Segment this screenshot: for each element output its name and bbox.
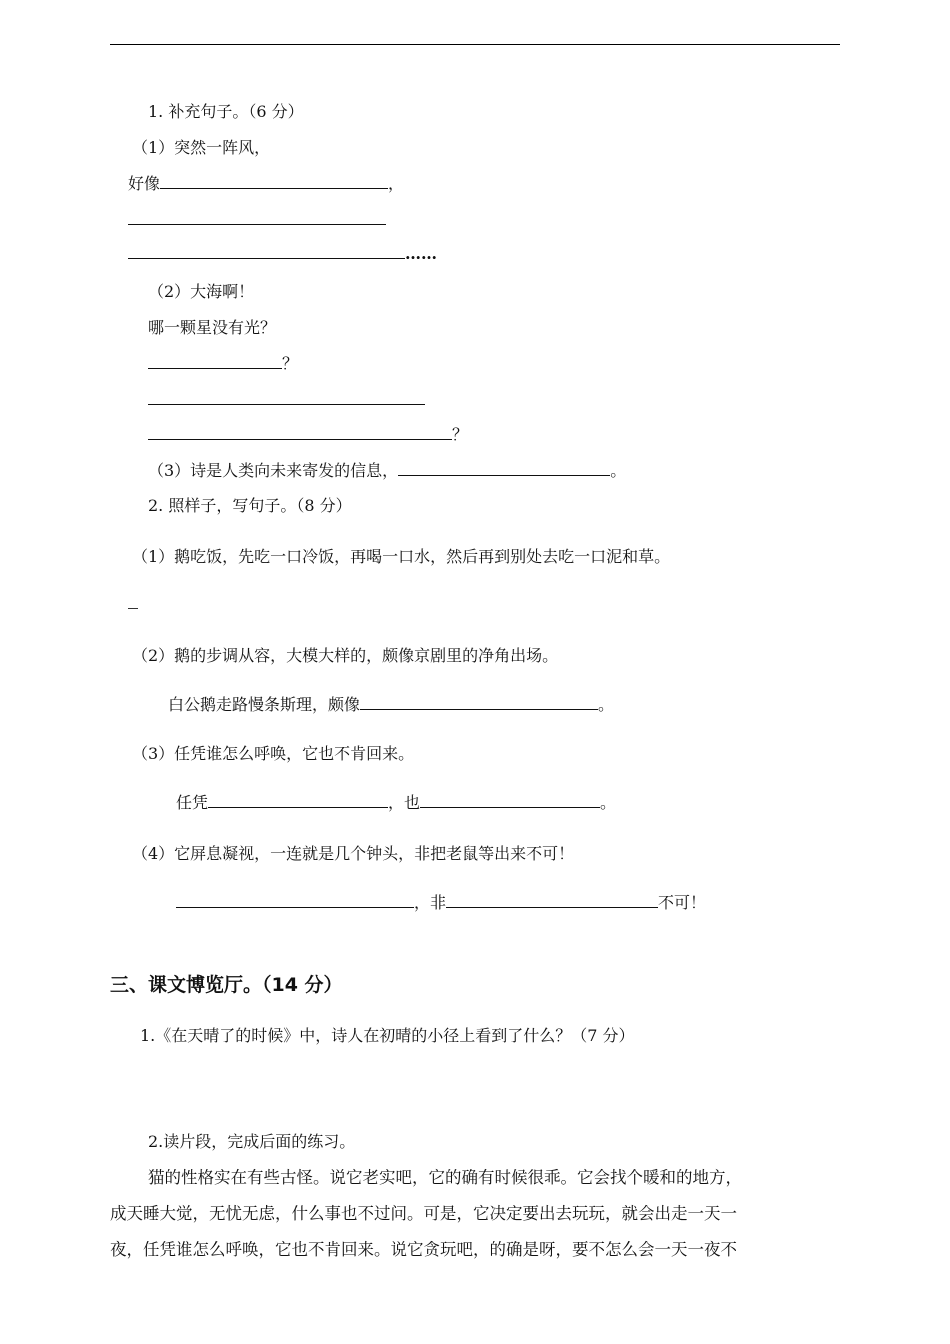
header-rule: [110, 44, 840, 45]
answer-blank[interactable]: [176, 893, 414, 908]
passage-line: 成天睡大觉，无忧无虑，什么事也不过问。可是，它决定要出去玩玩，就会出走一天一: [110, 1204, 737, 1223]
q1-part2-line1: 哪一颗星没有光？: [148, 318, 277, 337]
q1-part3-text: （3）诗是人类向未来寄发的信息，: [148, 461, 399, 480]
q2-title: 2. 照样子，写句子。（8 分）: [148, 496, 352, 515]
q1-part3-suffix: 。: [610, 461, 627, 480]
q2-sentence4: （4）它屏息凝视，一连就是几个钟头，非把老鼠等出来不可！: [132, 844, 575, 863]
answer-blank[interactable]: [398, 461, 610, 476]
passage-line: 夜，任凭谁怎么呼唤，它也不肯回来。说它贪玩吧，的确是呀，要不怎么会一天一夜不: [110, 1240, 737, 1259]
q1-part2-line4: [148, 424, 468, 446]
q2-answer3-prefix: 任凭: [176, 793, 209, 812]
q2-answer2-suffix: 。: [598, 695, 615, 714]
q2-answer3: [176, 792, 616, 814]
q1-part1-line1-prefix: 好像: [128, 174, 161, 193]
passage: [110, 1160, 842, 1268]
q1-part2-line2-suffix: ？: [282, 354, 299, 373]
q1-part1-head: （1）突然一阵风，: [132, 138, 271, 157]
q1-part3: [148, 460, 626, 482]
answer-blank[interactable]: [128, 224, 386, 225]
q2-answer4-middle: ，非: [414, 893, 447, 912]
answer-blank[interactable]: [148, 404, 425, 405]
q2-sentence3: （3）任凭谁怎么呼唤，它也不肯回来。: [132, 744, 415, 763]
section3-q2: 2.读片段，完成后面的练习。: [148, 1132, 356, 1151]
q1-title: 1. 补充句子。（6 分）: [148, 102, 304, 121]
q1-part1-line1-suffix: ，: [388, 174, 405, 193]
q2-answer2: [168, 694, 614, 716]
passage-line: 猫的性格实在有些古怪。说它老实吧，它的确有时候很乖。它会找个暖和的地方，: [148, 1168, 742, 1187]
answer-blank[interactable]: [128, 608, 138, 609]
answer-blank[interactable]: [360, 695, 598, 710]
answer-blank[interactable]: [446, 893, 658, 908]
q2-sentence2: （2）鹅的步调从容，大模大样的，颇像京剧里的净角出场。: [132, 646, 559, 665]
answer-blank[interactable]: [160, 174, 388, 189]
answer-blank[interactable]: [148, 425, 452, 440]
q2-answer3-suffix: 。: [600, 793, 617, 812]
answer-blank[interactable]: [208, 793, 388, 808]
answer-blank[interactable]: [128, 244, 405, 259]
q1-part2-head: （2）大海啊！: [148, 282, 255, 301]
section3-heading: 三、课文博览厅。（14 分）: [110, 974, 343, 996]
q1-part2-line2: [148, 353, 298, 375]
q1-part1-line3: [128, 243, 437, 265]
q2-answer3-middle: ，也: [388, 793, 421, 812]
q2-answer2-prefix: 白公鹅走路慢条斯理，颇像: [168, 695, 361, 714]
answer-blank[interactable]: [420, 793, 600, 808]
q2-answer4: [176, 892, 706, 914]
q2-sentence1: （1）鹅吃饭，先吃一口冷饭，再喝一口水，然后再到别处去吃一口泥和草。: [132, 547, 671, 566]
q1-part2-line4-suffix: ？: [452, 425, 469, 444]
section3-q1: 1.《在天晴了的时候》中，诗人在初晴的小径上看到了什么？（7 分）: [140, 1026, 635, 1045]
q1-part1-line1: [128, 173, 404, 195]
answer-blank[interactable]: [148, 354, 282, 369]
q2-answer4-suffix: 不可！: [658, 893, 707, 912]
q1-part1-line3-ellipsis: ……: [405, 244, 437, 263]
